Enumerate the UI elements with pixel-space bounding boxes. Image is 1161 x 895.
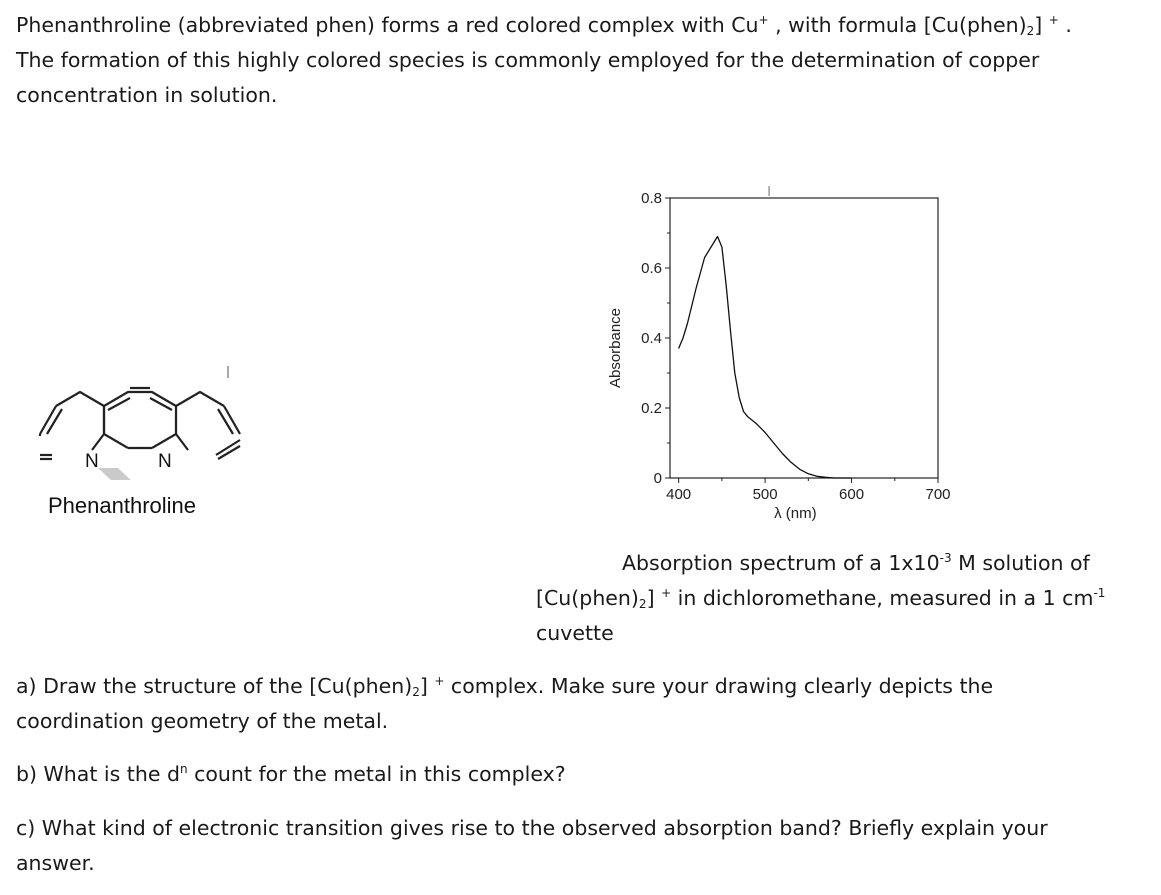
subscript: 2 [412, 685, 420, 699]
y-tick-label: 0.2 [641, 400, 662, 417]
charge-superscript: + [434, 674, 445, 688]
caption-text: in dichloromethane, measured in a 1 cm [671, 586, 1094, 610]
caption-text: ] [646, 586, 662, 610]
left-ring-bonds [56, 392, 104, 434]
absorption-spectrum-chart [600, 178, 980, 538]
intro-line-1 [16, 8, 1136, 43]
exponent-superscript: -3 [939, 551, 952, 565]
charge-superscript: + [1048, 13, 1059, 27]
charge-superscript: + [758, 13, 769, 27]
phenanthroline-label: Phenanthroline [48, 493, 197, 518]
right-ring-bonds [176, 392, 224, 406]
nitrogen-right-label: N [158, 451, 172, 472]
intro-paragraph [16, 8, 1136, 113]
question-a [16, 669, 1136, 739]
question-text: count for the metal in this complex? [187, 762, 566, 786]
y-tick-label: 0 [653, 470, 662, 487]
y-tick-label: 0.6 [641, 260, 662, 277]
caption-text: [Cu(phen) [536, 586, 639, 610]
chart-caption [536, 546, 1136, 651]
intro-text: . [1058, 13, 1072, 37]
subscript: 2 [638, 597, 647, 611]
phenanthroline-structure [30, 350, 250, 480]
y-tick-label: 0.8 [641, 190, 662, 207]
question-c-line-2: answer. [16, 851, 95, 875]
x-tick-label: 400 [666, 486, 692, 503]
question-text: complex. Make sure your drawing clearly depicts the [444, 674, 994, 698]
question-text: b) What is the d [16, 762, 180, 786]
question-text: a) Draw the structure of the [Cu(phen) [16, 674, 413, 698]
caption-line-2 [536, 581, 1136, 616]
charge-superscript: + [661, 586, 672, 600]
question-b [16, 757, 1136, 792]
spectrum-line [679, 237, 852, 479]
exponent-superscript: -1 [1093, 586, 1106, 600]
highlight-mark [98, 468, 148, 480]
caption-line-1 [536, 546, 1136, 581]
x-tick-label: 500 [752, 486, 778, 503]
caption-line-3: cuvette [536, 621, 614, 645]
question-a-line-1 [16, 669, 1136, 704]
y-axis-title: Absorbance [607, 307, 624, 389]
middle-ring-bonds [104, 392, 176, 406]
x-axis-title: λ (nm) [774, 505, 817, 522]
y-tick-label: 0.4 [641, 330, 662, 347]
intro-line-2: The formation of this highly colored species is commonly employed for the determination of copper [16, 48, 1040, 72]
question-c [16, 811, 1136, 881]
question-a-line-2: coordination geometry of the metal. [16, 709, 389, 733]
intro-text: ] [1034, 13, 1049, 37]
superscript-n: n [179, 762, 188, 776]
nitrogen-left-label: N [85, 451, 99, 472]
caption-text: Absorption spectrum of a 1x10 [622, 551, 940, 575]
question-text: ] [419, 674, 435, 698]
x-tick-label: 600 [839, 486, 865, 503]
intro-text: Phenanthroline (abbreviated phen) forms a red colored complex with Cu [16, 13, 759, 37]
intro-text: , with formula [Cu(phen) [768, 13, 1027, 37]
intro-line-3: concentration in solution. [16, 83, 278, 107]
subscript: 2 [1026, 24, 1035, 38]
caption-text: M solution of [951, 551, 1090, 575]
plot-frame [670, 198, 938, 478]
x-tick-label: 700 [925, 486, 951, 503]
question-c-line-1: c) What kind of electronic transition gives rise to the observed absorption band? Briefly explain your [16, 816, 1048, 840]
